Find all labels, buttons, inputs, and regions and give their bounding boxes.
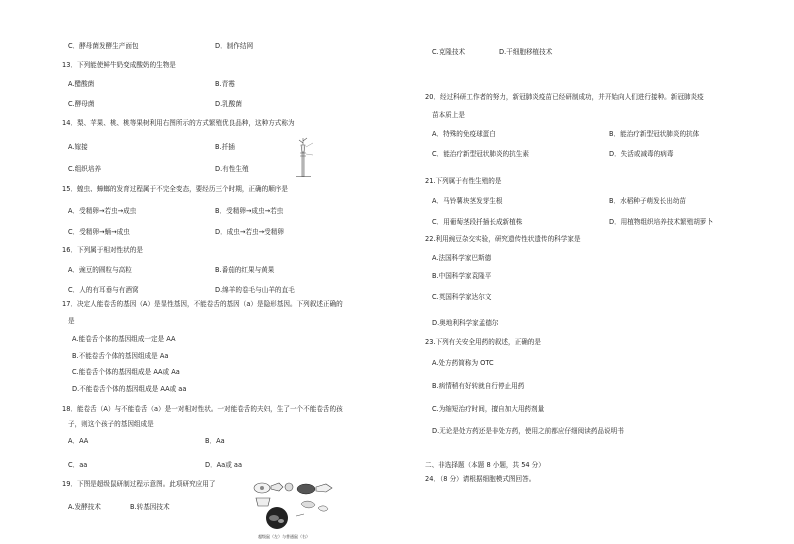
q19-option-b: B.转基因技术 xyxy=(130,503,170,511)
q17-option-b: B.不能卷舌个体的基因组成是 Aa xyxy=(72,352,169,360)
q15-stem: 15．蝗虫、蟑螂的发育过程属于不完全变态，要经历三个时期，正确的顺序是 xyxy=(62,185,288,193)
q14-option-d: D.有性生殖 xyxy=(215,165,249,173)
q15-option-c: C．受精卵→蛹→成虫 xyxy=(68,228,130,236)
q22-option-c: C.英国科学家达尔文 xyxy=(432,293,492,301)
q13-option-d: D.乳酸菌 xyxy=(215,100,242,108)
q21-option-c: C．用葡萄茎段扦插长成新植株 xyxy=(432,218,523,226)
q19-stem: 19．下图是超级鼠研制过程示意图。此项研究应用了 xyxy=(62,480,216,488)
q16-option-c: C．人的有耳垂与有酒窝 xyxy=(68,286,139,294)
q23-stem: 23.下列有关安全用药的叙述，正确的是 xyxy=(425,338,541,346)
q13-option-b: B.青霉 xyxy=(215,80,235,88)
section-2-heading: 二、非选择题（本题 8 小题，共 54 分） xyxy=(425,461,545,469)
q20-option-a: A．特殊的免疫球蛋白 xyxy=(432,130,496,138)
q16-option-b: B.番茄的红果与黄果 xyxy=(215,266,275,274)
q18-option-b: B．Aa xyxy=(205,437,225,445)
q13-stem: 13．下列能使鲜牛奶变成酸奶的生物是 xyxy=(62,61,176,69)
q17-stem: 17．决定人能卷舌的基因（A）是显性基因，不能卷舌的基因（a）是隐形基因。下列叙述正确的 xyxy=(62,300,343,308)
q19-option-a: A.发酵技术 xyxy=(68,503,101,511)
q22-stem: 22.利用豌豆杂交实验，研究遗传性状遗传的科学家是 xyxy=(425,235,581,243)
q18-stem: 18．能卷舌（A）与不能卷舌（a）是一对相对性状。一对能卷舌的夫妇，生了一个不能卷舌的孩 xyxy=(62,405,343,413)
q17-option-d: D.不能卷舌个体的基因组成是 AA或 aa xyxy=(72,385,187,393)
q12-option-d: D．制作结网 xyxy=(215,42,254,50)
q14-option-b: B.扦插 xyxy=(215,143,235,151)
q20-stem: 20．经过科研工作者的努力，新冠肺炎疫苗已经研制成功，并开始向人们进行接种。新冠肺炎疫 xyxy=(425,93,704,101)
q18-stem-cont: 子，则这个孩子的基因组成是 xyxy=(68,420,154,428)
q22-option-b: B.中国科学家袁隆平 xyxy=(432,272,492,280)
q21-option-b: B．水稻种子萌发长出幼苗 xyxy=(609,197,687,205)
q18-option-a: A．AA xyxy=(68,437,89,445)
q17-option-a: A.能卷舌个体的基因组成一定是 AA xyxy=(72,335,176,343)
q19-option-c: C.克隆技术 xyxy=(432,48,466,56)
q23-option-d: D.无论是处方药还是非处方药，使用之前都应仔细阅读药品说明书 xyxy=(432,427,624,435)
q22-option-d: D.奥地利科学家孟德尔 xyxy=(432,319,499,327)
q17-option-c: C.能卷舌个体的基因组成是 AA或 Aa xyxy=(72,368,180,376)
q19-option-d: D.干细胞移植技术 xyxy=(499,48,553,56)
q23-option-c: C.为缩短治疗时间，擅自加大用药剂量 xyxy=(432,405,545,413)
q16-option-d: D.绵羊的卷毛与山羊的直毛 xyxy=(215,286,295,294)
q17-stem-cont: 是 xyxy=(68,317,75,325)
q21-option-d: D．用植物组织培养技术繁殖胡萝卜 xyxy=(609,218,713,226)
q15-option-b: B．受精卵→成虫→若虫 xyxy=(215,207,284,215)
q24-stem: 24．（8 分）请根据细胞模式图回答。 xyxy=(425,475,536,483)
q21-stem: 21.下列属于有性生殖的是 xyxy=(425,177,502,185)
q16-option-a: A．豌豆的圆粒与高粒 xyxy=(68,266,132,274)
super-mouse-figure xyxy=(246,478,341,534)
q14-option-c: C.组织培养 xyxy=(68,165,102,173)
q20-option-d: D．失活或减毒的病毒 xyxy=(609,150,674,158)
q13-option-c: C.酵母菌 xyxy=(68,100,95,108)
q14-stem: 14．梨、苹果、桃、桃等果树利用右图所示的方式繁殖优良品种，这种方式称为 xyxy=(62,119,295,127)
q18-option-d: D．Aa或 aa xyxy=(205,461,242,469)
q14-option-a: A.嫁接 xyxy=(68,143,88,151)
q20-option-b: B．能治疗新型冠状肺炎的抗体 xyxy=(609,130,700,138)
q15-option-d: D．成虫→若虫→受精卵 xyxy=(215,228,284,236)
q23-option-b: B.病情稍有好转就自行停止用药 xyxy=(432,382,525,390)
q20-stem-cont: 苗本质上是 xyxy=(432,111,465,119)
q21-option-a: A．马铃薯块茎发芽生根 xyxy=(432,197,503,205)
q16-stem: 16．下列属于相对性状的是 xyxy=(62,246,143,254)
q13-option-a: A.醋酸菌 xyxy=(68,80,95,88)
q18-option-c: C．aa xyxy=(68,461,88,469)
q12-option-c: C．酵母菌发酵生产面包 xyxy=(68,42,139,50)
figure-caption: 超级鼠（左）与普通鼠（右） xyxy=(258,534,310,539)
q20-option-c: C．能治疗新型冠状肺炎的抗生素 xyxy=(432,150,529,158)
q22-option-a: A.法国科学家巴斯德 xyxy=(432,254,492,262)
q23-option-a: A.处方药简称为 OTC xyxy=(432,359,494,367)
q15-option-a: A．受精卵→若虫→成虫 xyxy=(68,207,137,215)
grafting-figure xyxy=(293,135,319,177)
